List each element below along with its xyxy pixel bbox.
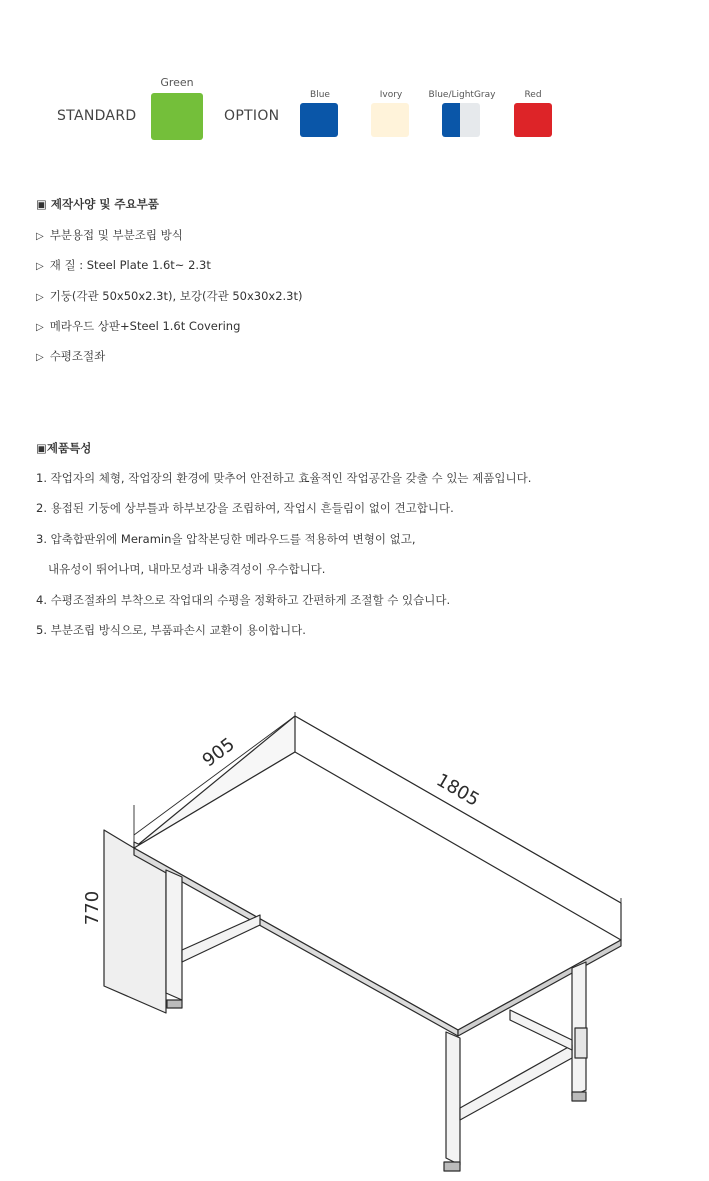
option-color-name-ivory: Ivory	[379, 90, 403, 100]
square-bullet-icon: ▣	[36, 197, 51, 211]
leveler-foot	[167, 1000, 182, 1008]
spec-item: ▷ 부분용접 및 부분조립 방식	[36, 228, 183, 242]
option-label: OPTION	[224, 108, 280, 124]
swatch-ivory	[371, 103, 409, 137]
swatch-red	[514, 103, 552, 137]
spec-item: ▷ 기둥(각관 50x50x2.3t), 보강(각관 50x30x2.3t)	[36, 289, 303, 303]
triangle-bullet-icon: ▷	[36, 352, 44, 363]
dimension-width-label: 1805	[432, 769, 483, 811]
triangle-bullet-icon: ▷	[36, 231, 44, 242]
leg-front-left	[166, 870, 182, 1000]
triangle-bullet-icon: ▷	[36, 261, 44, 272]
option-color-name-blue: Blue	[310, 90, 330, 100]
bracket	[575, 1028, 587, 1058]
specs-heading: ▣ 제작사양 및 주요부품	[36, 197, 159, 211]
standard-label: STANDARD	[57, 108, 137, 124]
spec-item: ▷ 메라우드 상판+Steel 1.6t Covering	[36, 319, 241, 333]
spec-item: ▷ 재 질 : Steel Plate 1.6t~ 2.3t	[36, 258, 211, 272]
triangle-bullet-icon: ▷	[36, 292, 44, 303]
feature-item: 1. 작업자의 체형, 작업장의 환경에 맞추어 안전하고 효율적인 작업공간을 갖출 수 있는 제품입니다.	[36, 471, 532, 485]
leg-front-right	[446, 1032, 460, 1165]
option-color-name-red: Red	[524, 90, 542, 100]
feature-item: 4. 수평조절좌의 부착으로 작업대의 수평을 정확하고 간편하게 조절할 수 있습니다.	[36, 593, 451, 607]
spec-item: ▷ 수평조절좌	[36, 349, 106, 363]
triangle-bullet-icon: ▷	[36, 322, 44, 333]
dimension-depth-label: 905	[198, 733, 239, 772]
lower-brace-left	[182, 915, 260, 962]
lower-brace-front	[460, 1045, 572, 1120]
features-heading: ▣제품특성	[36, 441, 92, 455]
square-bullet-icon: ▣	[36, 441, 47, 455]
option-color-name-blue-lightgray: Blue/LightGray	[428, 90, 496, 100]
leveler-foot	[572, 1092, 586, 1101]
feature-item: 3. 압축합판위에 Meramin을 압착본딩한 메라우드를 적용하여 변형이 없고,	[36, 532, 416, 546]
feature-item-continued: 내유성이 뛰어나며, 내마모성과 내충격성이 우수합니다.	[48, 562, 326, 576]
feature-item: 2. 용접된 기둥에 상부틀과 하부보강을 조립하여, 작업시 흔들림이 없이 견고합니다.	[36, 501, 454, 515]
feature-item: 5. 부분조립 방식으로, 부품파손시 교환이 용이합니다.	[36, 623, 306, 637]
dimension-height-label: 770	[82, 890, 103, 926]
standard-color-name: Green	[160, 76, 194, 89]
swatch-blue-lightgray	[442, 103, 480, 137]
swatch-green	[151, 93, 203, 140]
leveler-foot	[444, 1162, 460, 1171]
workbench-drawing	[0, 700, 709, 1181]
swatch-blue	[300, 103, 338, 137]
lower-brace-right	[510, 1010, 572, 1050]
